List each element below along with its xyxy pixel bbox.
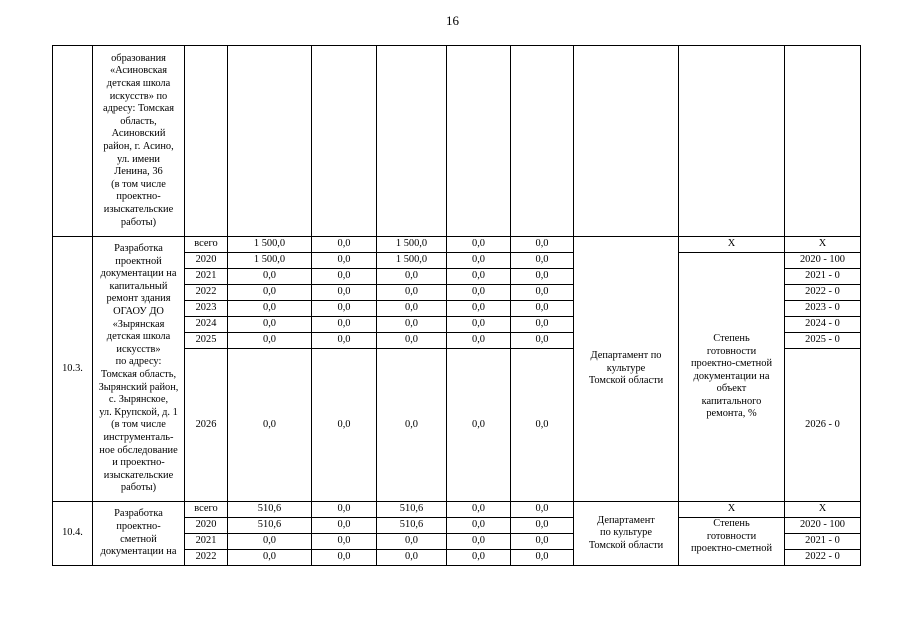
year-cell: 2024 [185,317,228,333]
year-cell: всего [185,502,228,518]
target-cell: 2022 - 0 [785,285,861,301]
target-cell: 2021 - 0 [785,269,861,285]
year-cell: 2022 [185,550,228,566]
fund1-cell: 0,0 [312,534,377,550]
table-row [53,237,861,253]
fund1-cell: 0,0 [312,502,377,518]
fund4-cell: 0,0 [511,269,574,285]
fund2-cell: 0,0 [377,285,447,301]
target-cell: 2020 - 100 [785,253,861,269]
fund1-cell: 0,0 [312,333,377,349]
target-cell: X [785,502,861,518]
fund4-cell: 0,0 [511,550,574,566]
fund4-cell: 0,0 [511,317,574,333]
year-cell: 2020 [185,253,228,269]
fund3-cell: 0,0 [447,502,511,518]
target-cell: 2022 - 0 [785,550,861,566]
total-cell: 1 500,0 [228,253,312,269]
fund3-cell: 0,0 [447,301,511,317]
fund3-cell: 0,0 [447,550,511,566]
fund4-cell: 0,0 [511,237,574,253]
fund1-cell: 0,0 [312,349,377,502]
fund2-cell: 0,0 [377,349,447,502]
fund4-cell: 0,0 [511,534,574,550]
total-cell: 510,6 [228,502,312,518]
total-cell: 0,0 [228,269,312,285]
item-name: Разработка проектной документации на капитальный ремонт здания ОГАОУ ДО «Зырянская детская школа искусств» по адресу: Томская область, Зырянский район, с. Зырянское, ул. Крупской, д. 1 (в том числе инструменталь- ное обследование и проектно- изыскательские работы) [93,237,185,502]
table-row [53,502,861,518]
fund2-cell: 0,0 [377,301,447,317]
fund1-cell: 0,0 [312,285,377,301]
total-cell: 0,0 [228,349,312,502]
fund4-cell: 0,0 [511,502,574,518]
fund2-cell: 1 500,0 [377,237,447,253]
total-cell: 0,0 [228,333,312,349]
fund3-cell: 0,0 [447,237,511,253]
year-cell: всего [185,237,228,253]
indicator-cell: Степень готовности проектно-сметной [679,518,785,566]
indicator-cell: Степень готовности проектно-сметной документации на объект капитального ремонта, % [679,253,785,502]
num-cell [53,46,93,237]
fund1-cell: 0,0 [312,237,377,253]
target-cell: 2025 - 0 [785,333,861,349]
fund3-cell: 0,0 [447,333,511,349]
year-cell: 2026 [185,349,228,502]
fund1-cell: 0,0 [312,301,377,317]
fund1-cell: 0,0 [312,253,377,269]
target-cell: 2026 - 0 [785,349,861,502]
year-cell: 2022 [185,285,228,301]
fund2-cell: 510,6 [377,502,447,518]
item-number: 10.3. [53,237,93,502]
fund2-cell: 0,0 [377,269,447,285]
fund3-cell: 0,0 [447,269,511,285]
year-cell: 2021 [185,269,228,285]
fund1-cell: 0,0 [312,518,377,534]
total-cell: 0,0 [228,317,312,333]
fund3-cell: 0,0 [447,534,511,550]
item-number: 10.4. [53,502,93,566]
fund4-cell: 0,0 [511,285,574,301]
fund2-cell: 0,0 [377,534,447,550]
fund4-cell: 0,0 [511,518,574,534]
table-row-continuation [53,46,861,237]
executor-cell: Департамент по культуре Томской области [574,502,679,566]
fund1-cell: 0,0 [312,317,377,333]
year-cell: 2021 [185,534,228,550]
fund1-cell: 0,0 [312,269,377,285]
fund3-cell: 0,0 [447,349,511,502]
year-cell: 2025 [185,333,228,349]
fund4-cell: 0,0 [511,333,574,349]
total-cell: 510,6 [228,518,312,534]
total-cell: 1 500,0 [228,237,312,253]
target-cell: 2024 - 0 [785,317,861,333]
fund2-cell: 0,0 [377,550,447,566]
fund3-cell: 0,0 [447,285,511,301]
indicator-value-cell: X [679,502,785,518]
fund1-cell: 0,0 [312,550,377,566]
fund2-cell: 0,0 [377,333,447,349]
fund4-cell: 0,0 [511,349,574,502]
page-number: 16 [446,13,459,28]
fund2-cell: 1 500,0 [377,253,447,269]
indicator-value-cell: X [679,237,785,253]
fund4-cell: 0,0 [511,253,574,269]
total-cell: 0,0 [228,285,312,301]
fund2-cell: 510,6 [377,518,447,534]
year-cell: 2020 [185,518,228,534]
program-table [52,45,861,566]
fund3-cell: 0,0 [447,317,511,333]
total-cell: 0,0 [228,534,312,550]
total-cell: 0,0 [228,550,312,566]
target-cell: 2023 - 0 [785,301,861,317]
fund4-cell: 0,0 [511,301,574,317]
fund2-cell: 0,0 [377,317,447,333]
item-name: Разработка проектно- сметной документации на [93,502,185,566]
executor-cell: Департамент по культуре Томской области [574,237,679,502]
target-cell: 2020 - 100 [785,518,861,534]
fund3-cell: 0,0 [447,253,511,269]
total-cell: 0,0 [228,301,312,317]
fund3-cell: 0,0 [447,518,511,534]
name-cell: образования «Асиновская детская школа искусств» по адресу: Томская область, Асиновский район, г. Асино, ул. имени Ленина, 36 (в том числе проектно- изыскательские работы) [93,46,185,237]
year-cell: 2023 [185,301,228,317]
target-cell: 2021 - 0 [785,534,861,550]
target-cell: X [785,237,861,253]
